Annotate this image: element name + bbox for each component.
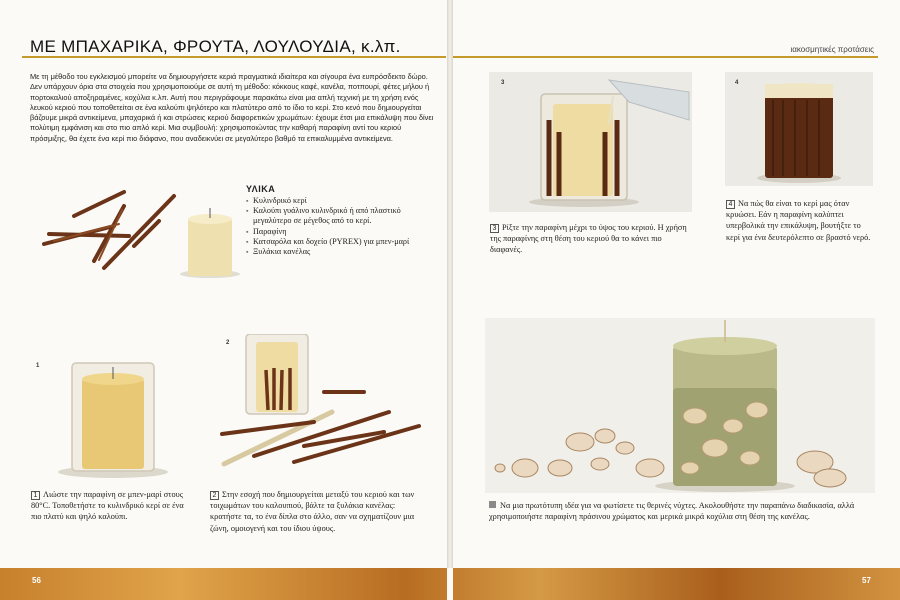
step3-text: Ρίξτε την παραφίνη μέχρι το ύψος του κεριού. Η χρήση της παραφίνης στη θέση του κεριού θα το κάνει πιο διαφανές. <box>490 223 687 255</box>
step1-number: 1 <box>31 491 40 500</box>
step3-number: 3 <box>490 224 499 233</box>
material-item: ▪ Παραφίνη <box>246 227 436 237</box>
step4-photo <box>725 72 873 186</box>
materials-title: ΥΛΙΚΑ <box>246 184 276 194</box>
material-item: ▪ Κατσαρόλα και δοχείο (PYREX) για μπεν-μαρί <box>246 237 436 247</box>
step2-caption <box>210 489 426 534</box>
step2-photo-number: 2 <box>226 340 230 346</box>
step1-photo <box>28 355 198 480</box>
material-item: ▪ Ξυλάκια κανέλας <box>246 247 436 257</box>
materials-list <box>246 184 436 257</box>
step4-number: 4 <box>726 200 735 209</box>
caption-bullet-icon <box>489 501 496 508</box>
final-caption-text: Να μια πρωτότυπη ιδέα για να φωτίσετε τις θερινές νύχτες. Ακολουθήστε την παραπάνω διαδικασία, αλλά χρησιμοποιήστε παραφίνη πράσινου χρώματος και μερικά μικρά κοχύλια στη θέση της κανέλας. <box>489 501 855 522</box>
intro-paragraph: Με τη μέθοδο του εγκλεισμού μπορείτε να δημιουργήσετε κεριά πραγματικά ιδιαίτερα και σίγουρα ένα ευπρόσδεκτο δώρο. Δεν υπάρχουν όρια στα στοιχεία που χρησιμοποιούμε σε αυτή τη μέθοδο: κόκκους καφέ, κανέλα, ποτπουρί, φέτες μήλου ή πορτοκαλιού αποξηραμένες, κοχύλια κ.λπ. Αυτή που περιγράφουμε παρακάτω είναι μια απλή τεχνική με τη χρήση ενός λευκού κεριού που τοποθετείται σε ένα καλούπι ψηλότερο και πλατύτερο από το ίδιο το κερί. Στο κενό που δημιουργείται βάζουμε μικρά αντικείμενα, μπαχαρικά ή και στρώσεις κεριού διαφορετικών χρωμάτων: έχουμε έτσι μια επικάλυψη που δίνει πολύτιμη εμφάνιση και στο πιο απλό κερί. Μια συμβουλή: χρησιμοποιώντας την καθαρή παραφίνη αντί του κεριού πρόσμιξης, θα έχετε ένα κερί πιο διάφανο, που αναδεικνύει σε μεγαλύτερο βαθμό τα επικαλυμμένα αντικείμενα. <box>30 72 434 143</box>
step3-photo <box>489 72 692 212</box>
page-title: ΜΕ ΜΠΑΧΑΡΙΚΑ, ΦΡΟΥΤΑ, ΛΟΥΛΟΥΔΙΑ, κ.λπ. <box>30 37 401 56</box>
final-candle-photo <box>485 318 875 493</box>
step4-photo-number: 4 <box>735 80 739 86</box>
title-rule-right <box>453 56 878 58</box>
footer-spine <box>447 568 453 600</box>
step3-caption <box>490 222 690 256</box>
step3-photo-number: 3 <box>501 80 505 86</box>
step4-text: Να πώς θα είναι το κερί μας όταν κρυώσει. Εάν η παραφίνη καλύπτει υπερβολικά την επικάλυψη, βουτήξτε το κερί για ένα δευτερόλεπτο σε βραστό νερό. <box>726 199 871 242</box>
materials-photo <box>34 186 244 281</box>
step1-text: Λιώστε την παραφίνη σε μπεν-μαρί στους 80°C. Τοποθετήστε το κυλινδρικό κερί σε ένα πιο πλατύ και ψηλό καλούπι. <box>31 490 184 522</box>
step1-photo-number: 1 <box>36 363 40 369</box>
section-label: ιακοσμητικές προτάσεις <box>790 45 874 54</box>
step1-caption <box>31 489 188 523</box>
page-number-right: 57 <box>862 576 871 585</box>
step4-caption <box>726 198 876 243</box>
material-item: ▪ Καλούπι γυάλινο κυλινδρικό ή από πλαστικό μεγαλύτερο σε μέγεθος από το κερί. <box>246 206 436 226</box>
step2-text: Στην εσοχή που δημιουργείται μεταξύ του κεριού και των τοιχωμάτων του καλουπιού, βάλτε τα ξυλάκια κανέλας: κρατήστε τα, το ένα δίπλα στο άλλο, σαν να σχηματίζουν μια ζώνη, ομοιογενή και του ίδιου ύψους. <box>210 490 415 533</box>
title-rule-left <box>22 56 446 58</box>
step2-photo <box>214 334 424 479</box>
step2-number: 2 <box>210 491 219 500</box>
page-number-left: 56 <box>32 576 41 585</box>
material-item: ▪ Κυλινδρικό κερί <box>246 196 436 206</box>
final-caption <box>489 500 875 522</box>
